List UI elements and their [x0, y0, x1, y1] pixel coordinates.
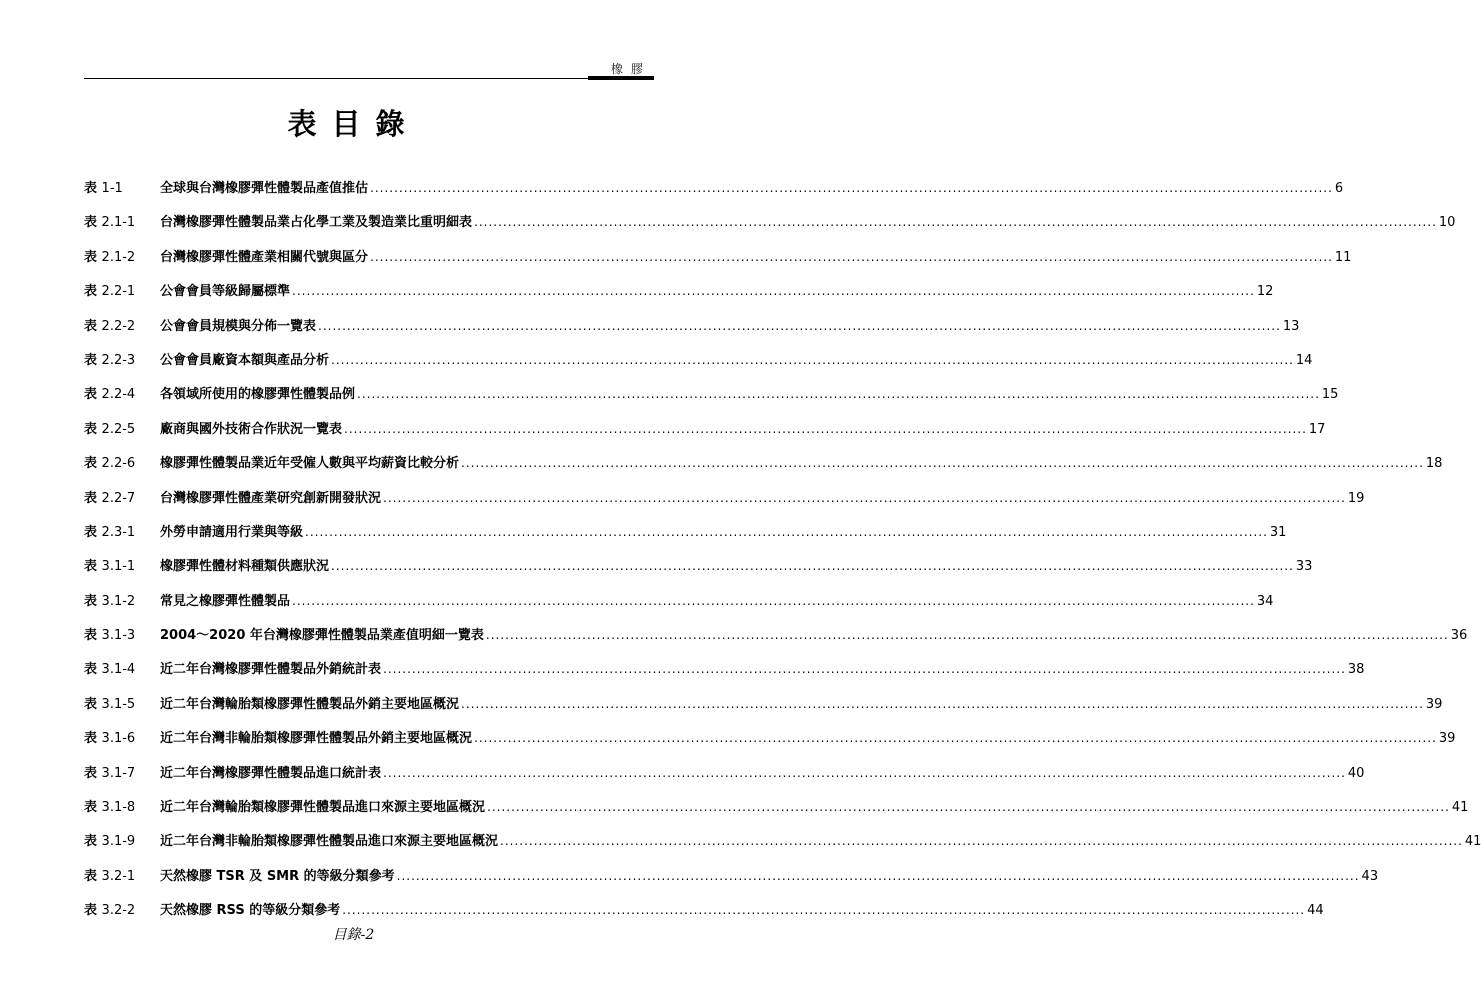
toc-entry-number [84, 624, 160, 643]
toc-entry-title: 公會會員規模與分佈一覽表 [160, 318, 317, 334]
toc-entry-number [84, 177, 160, 196]
dot-leader: ........................................................................................................................................................................................................ [461, 696, 1424, 711]
toc-entry[interactable] [84, 762, 1365, 796]
toc-entry[interactable] [84, 315, 1300, 349]
toc-entry-title: 橡膠彈性體製品業近年受僱人數與平均薪資比較分析 [160, 456, 460, 472]
dot-leader: ........................................................................................................................................................................................................ [500, 834, 1463, 849]
toc-entry-number [84, 349, 160, 368]
toc-entry[interactable] [84, 796, 1469, 830]
dot-leader: ........................................................................................................................................................................................................ [318, 318, 1281, 333]
toc-entry-prefix: 表 [84, 834, 98, 850]
header-rule-accent [588, 76, 654, 80]
toc-entry-title: 天然橡膠 TSR 及 SMR 的等級分類參考 [160, 868, 395, 884]
toc-entry-title: 台灣橡膠彈性體製品業占化學工業及製造業比重明細表 [160, 215, 473, 231]
toc-entry[interactable] [84, 830, 1481, 864]
toc-entry-prefix: 表 [84, 318, 98, 334]
toc-entry-num: 3.1-4 [101, 662, 136, 678]
toc-entry-title: 台灣橡膠彈性體產業研究創新開發狀況 [160, 490, 382, 506]
toc-entry-number [84, 658, 160, 677]
toc-entry-num: 2.2-7 [101, 490, 136, 506]
toc-entry-title: 近二年台灣橡膠彈性體製品進口統計表 [160, 765, 382, 781]
toc-entry-num: 3.1-1 [101, 559, 136, 575]
toc-entry-page: 40 [1347, 765, 1365, 781]
toc-entry-num: 3.1-8 [101, 800, 136, 816]
dot-leader: ........................................................................................................................................................................................................ [474, 215, 1437, 230]
page-title: 表目錄 [287, 107, 420, 141]
toc-entry[interactable] [84, 383, 1339, 417]
toc-entry-page: 17 [1308, 421, 1326, 437]
toc-entry-page: 31 [1269, 524, 1287, 540]
dot-leader: ........................................................................................................................................................................................................ [292, 593, 1255, 608]
page-number-footer: 目錄-2 [332, 927, 375, 943]
toc-entry-num: 3.1-2 [101, 593, 136, 609]
toc-entry-number [84, 246, 160, 265]
toc-entry-number [84, 796, 160, 815]
toc-entry-page: 18 [1425, 456, 1443, 472]
toc-entry-page: 43 [1361, 868, 1379, 884]
toc-entry-page: 41 [1464, 834, 1481, 850]
toc-entry-title: 2004～2020 年台灣橡膠彈性體製品業產值明細一覽表 [160, 628, 484, 644]
toc-entry[interactable] [84, 452, 1443, 486]
toc-entry[interactable] [84, 727, 1456, 761]
toc-entry[interactable] [84, 246, 1352, 280]
dot-leader: ........................................................................................................................................................................................................ [305, 524, 1268, 539]
toc-entry[interactable] [84, 590, 1274, 624]
toc-entry-prefix: 表 [84, 696, 98, 712]
toc-entry-number [84, 521, 160, 540]
dot-leader: ........................................................................................................................................................................................................ [383, 490, 1346, 505]
toc-entry-num: 2.2-4 [101, 387, 136, 403]
toc-entry-num: 3.1-5 [101, 696, 136, 712]
dot-leader: ........................................................................................................................................................................................................ [461, 456, 1424, 471]
toc-entry-number [84, 830, 160, 849]
toc-entry-page: 19 [1347, 490, 1365, 506]
toc-entry-title: 公會會員等級歸屬標準 [160, 284, 291, 300]
toc-entry-title: 近二年台灣橡膠彈性體製品外銷統計表 [160, 662, 382, 678]
dot-leader: ........................................................................................................................................................................................................ [485, 628, 1449, 643]
toc-entry-prefix: 表 [84, 249, 98, 265]
toc-entry[interactable] [84, 865, 1379, 899]
dot-leader: ........................................................................................................................................................................................................ [342, 903, 1306, 918]
toc-entry-page: 39 [1425, 696, 1443, 712]
toc-entry-number [84, 383, 160, 402]
toc-entry-prefix: 表 [84, 524, 98, 540]
toc-entry-prefix: 表 [84, 421, 98, 437]
toc-entry-number [84, 487, 160, 506]
toc-entry-num: 3.1-9 [101, 834, 136, 850]
toc-entry-number [84, 590, 160, 609]
toc-entry-num: 3.1-3 [101, 628, 136, 644]
toc-entry-prefix: 表 [84, 456, 98, 472]
table-of-contents [84, 177, 1481, 934]
dot-leader: ........................................................................................................................................................................................................ [396, 868, 1360, 883]
toc-entry[interactable] [84, 280, 1274, 314]
toc-entry[interactable] [84, 658, 1365, 692]
toc-entry-title: 近二年台灣輪胎類橡膠彈性體製品進口來源主要地區概況 [160, 800, 486, 816]
toc-entry[interactable] [84, 521, 1287, 555]
dot-leader: ........................................................................................................................................................................................................ [370, 181, 1333, 195]
toc-entry-prefix: 表 [84, 352, 98, 368]
toc-entry-title: 公會會員廠資本額與產品分析 [160, 352, 330, 368]
toc-entry-num: 2.2-5 [101, 421, 136, 437]
toc-entry-title: 近二年台灣非輪胎類橡膠彈性體製品外銷主要地區概況 [160, 731, 473, 747]
toc-entry-title: 外勞申請適用行業與等級 [160, 524, 304, 540]
toc-entry-title: 近二年台灣非輪胎類橡膠彈性體製品進口來源主要地區概況 [160, 834, 499, 850]
toc-entry-prefix: 表 [84, 593, 98, 609]
header-rule [84, 78, 654, 79]
toc-entry-num: 2.2-3 [101, 352, 136, 368]
dot-leader: ........................................................................................................................................................................................................ [331, 559, 1294, 574]
toc-entry-prefix: 表 [84, 868, 98, 884]
toc-entry-prefix: 表 [84, 765, 98, 781]
toc-entry-prefix: 表 [84, 628, 98, 644]
toc-entry-title: 橡膠彈性體材料種類供應狀況 [160, 559, 330, 575]
toc-entry-prefix: 表 [84, 284, 98, 300]
toc-entry-number [84, 280, 160, 299]
toc-entry-number [84, 315, 160, 334]
toc-entry-page: 33 [1295, 559, 1313, 575]
dot-leader: ........................................................................................................................................................................................................ [487, 800, 1450, 815]
toc-entry-page: 39 [1438, 731, 1456, 747]
toc-entry-title: 天然橡膠 RSS 的等級分類參考 [160, 903, 341, 919]
toc-entry-prefix: 表 [84, 731, 98, 747]
toc-entry[interactable] [84, 349, 1313, 383]
toc-entry[interactable] [84, 555, 1313, 589]
toc-entry-num: 3.2-1 [101, 868, 136, 884]
toc-entry-title: 台灣橡膠彈性體產業相關代號與區分 [160, 249, 369, 265]
toc-entry-page: 11 [1334, 249, 1352, 265]
section-header-label: 橡膠 [610, 62, 651, 76]
toc-entry-num: 3.1-6 [101, 731, 136, 747]
toc-entry[interactable] [84, 418, 1326, 452]
toc-entry-num: 3.2-2 [101, 903, 136, 919]
toc-entry-num: 2.2-1 [101, 284, 136, 300]
toc-entry-num: 2.3-1 [101, 524, 136, 540]
toc-entry-prefix: 表 [84, 662, 98, 678]
toc-entry-num: 2.2-2 [101, 318, 136, 334]
toc-entry-number [84, 418, 160, 437]
toc-entry-title: 各領域所使用的橡膠彈性體製品例 [160, 387, 356, 403]
toc-entry-page: 14 [1295, 352, 1313, 368]
dot-leader: ........................................................................................................................................................................................................ [474, 731, 1437, 746]
toc-entry[interactable] [84, 693, 1443, 727]
toc-entry-number [84, 899, 160, 918]
toc-entry-num: 2.1-1 [101, 215, 136, 231]
dot-leader: ........................................................................................................................................................................................................ [357, 387, 1320, 402]
toc-entry-prefix: 表 [84, 559, 98, 575]
toc-entry-number [84, 727, 160, 746]
toc-entry-prefix: 表 [84, 215, 98, 231]
toc-entry-title: 常見之橡膠彈性體製品 [160, 593, 291, 609]
toc-entry-prefix: 表 [84, 800, 98, 816]
toc-entry-num: 1-1 [101, 181, 123, 196]
toc-entry-page: 15 [1321, 387, 1339, 403]
toc-entry[interactable] [84, 624, 1468, 658]
toc-entry-number [84, 693, 160, 712]
toc-entry-page: 10 [1438, 215, 1456, 231]
toc-entry[interactable] [84, 487, 1365, 521]
toc-entry-number [84, 865, 160, 884]
toc-entry[interactable] [84, 177, 1344, 211]
toc-entry-page: 36 [1450, 628, 1468, 644]
toc-entry-num: 2.1-2 [101, 249, 136, 265]
toc-entry-page: 38 [1347, 662, 1365, 678]
toc-entry-page: 13 [1282, 318, 1300, 334]
dot-leader: ........................................................................................................................................................................................................ [344, 421, 1307, 436]
toc-entry-prefix: 表 [84, 903, 98, 919]
toc-entry-number [84, 211, 160, 230]
toc-entry-page: 44 [1307, 903, 1324, 919]
toc-entry-page: 34 [1256, 593, 1274, 609]
toc-entry[interactable] [84, 211, 1456, 245]
toc-entry-page: 6 [1334, 181, 1344, 196]
toc-entry-number [84, 452, 160, 471]
toc-entry-title: 近二年台灣輪胎類橡膠彈性體製品外銷主要地區概況 [160, 696, 460, 712]
dot-leader: ........................................................................................................................................................................................................ [331, 352, 1294, 367]
toc-entry-num: 2.2-6 [101, 456, 136, 472]
toc-entry-title: 全球與台灣橡膠彈性體製品產值推估 [160, 181, 369, 196]
toc-entry-num: 3.1-7 [101, 765, 136, 781]
toc-entry-prefix: 表 [84, 490, 98, 506]
toc-entry-title: 廠商與國外技術合作狀況一覽表 [160, 421, 343, 437]
toc-entry-page: 12 [1256, 284, 1274, 300]
dot-leader: ........................................................................................................................................................................................................ [292, 284, 1255, 299]
toc-entry-prefix: 表 [84, 181, 98, 196]
toc-entry-number [84, 555, 160, 574]
toc-entry-number [84, 762, 160, 781]
dot-leader: ........................................................................................................................................................................................................ [370, 249, 1333, 264]
toc-entry-prefix: 表 [84, 387, 98, 403]
dot-leader: ........................................................................................................................................................................................................ [383, 765, 1346, 780]
dot-leader: ........................................................................................................................................................................................................ [383, 662, 1346, 677]
toc-entry-page: 41 [1451, 800, 1469, 816]
